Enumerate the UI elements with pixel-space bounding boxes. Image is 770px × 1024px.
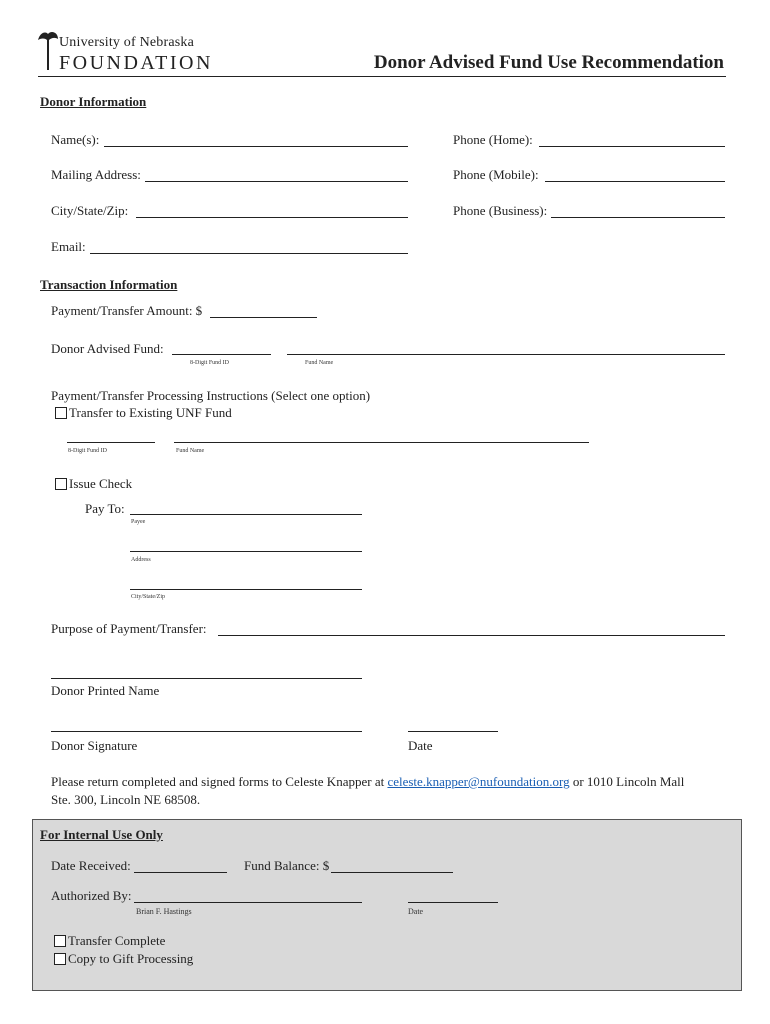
phone-home-field[interactable] [539,146,725,147]
amount-field[interactable] [210,317,317,318]
transfer-checkbox[interactable] [55,407,67,419]
phone-mobile-field[interactable] [545,181,725,182]
logo-foundation-text: FOUNDATION [59,52,213,74]
authorized-date-caption: Date [408,907,424,916]
fund-balance-label: Fund Balance: $ [244,858,330,873]
printed-name-field[interactable] [51,678,362,679]
daf-fund-name-caption: Fund Name [305,360,334,366]
email-label: Email: [51,239,86,254]
amount-label: Payment/Transfer Amount: $ [51,303,203,318]
mailing-address-field[interactable] [145,181,408,182]
transfer-complete-label: Transfer Complete [68,933,166,948]
transfer-fund-id-caption: 8-Digit Fund ID [68,448,107,454]
transfer-fund-name-caption: Fund Name [176,448,205,454]
authorized-date-field[interactable] [408,902,498,903]
return-note-line1 [51,774,684,790]
page-title: Donor Advised Fund Use Recommendation [373,52,724,73]
daf-fund-name-field[interactable] [287,354,725,355]
transaction-info-heading: Transaction Information [40,277,178,292]
transfer-complete-checkbox[interactable] [54,935,66,947]
signature-label: Donor Signature [51,738,138,753]
phone-mobile-label: Phone (Mobile): [453,167,539,182]
mailing-address-label: Mailing Address: [51,167,141,182]
payee-address-field[interactable] [130,551,362,552]
pay-to-label: Pay To: [85,501,125,516]
daf-label: Donor Advised Fund: [51,341,164,356]
names-label: Name(s): [51,132,100,147]
header-rule [38,76,726,77]
payee-address-caption: Address [131,557,151,563]
phone-home-label: Phone (Home): [453,132,533,147]
signature-date-field[interactable] [408,731,498,732]
copy-gift-label: Copy to Gift Processing [68,951,194,966]
city-state-zip-field[interactable] [136,217,408,218]
internal-use-heading: For Internal Use Only [40,827,163,842]
copy-gift-checkbox[interactable] [54,953,66,965]
printed-name-label: Donor Printed Name [51,683,160,698]
transfer-fund-id-field[interactable] [67,442,155,443]
donor-info-heading: Donor Information [40,94,147,109]
phone-business-field[interactable] [551,217,725,218]
signature-date-label: Date [408,738,433,753]
authorizer-caption: Brian F. Hastings [136,907,192,916]
payee-city-caption: City/State/Zip [131,594,165,600]
tree-logo-icon [36,30,60,72]
payee-field[interactable] [130,514,362,515]
date-received-field[interactable] [134,872,227,873]
issue-check-label: Issue Check [69,476,133,491]
date-received-label: Date Received: [51,858,131,873]
instructions-label: Payment/Transfer Processing Instructions (Select one option) [51,388,371,403]
authorized-by-field[interactable] [134,902,362,903]
city-state-zip-label: City/State/Zip: [51,203,129,218]
contact-email-link[interactable]: celeste.knapper@nufoundation.org [387,774,570,789]
transfer-fund-name-field[interactable] [174,442,589,443]
daf-fund-id-caption: 8-Digit Fund ID [190,360,229,366]
payee-city-field[interactable] [130,589,362,590]
fund-balance-field[interactable] [331,872,453,873]
signature-field[interactable] [51,731,362,732]
return-note-line2: Ste. 300, Lincoln NE 68508. [51,792,201,807]
purpose-label: Purpose of Payment/Transfer: [51,621,207,636]
daf-fund-id-field[interactable] [172,354,271,355]
return-note-prefix: Please return completed and signed forms to Celeste Knapper at [51,774,388,789]
return-note-suffix: or 1010 Lincoln Mall [569,774,685,789]
email-field[interactable] [90,253,408,254]
authorized-by-label: Authorized By: [51,888,132,903]
purpose-field[interactable] [218,635,725,636]
phone-business-label: Phone (Business): [453,203,548,218]
logo-university-text: University of Nebraska [59,35,195,50]
issue-check-checkbox[interactable] [55,478,67,490]
names-field[interactable] [104,146,408,147]
transfer-option-label: Transfer to Existing UNF Fund [69,405,232,420]
payee-caption: Payee [131,519,146,525]
